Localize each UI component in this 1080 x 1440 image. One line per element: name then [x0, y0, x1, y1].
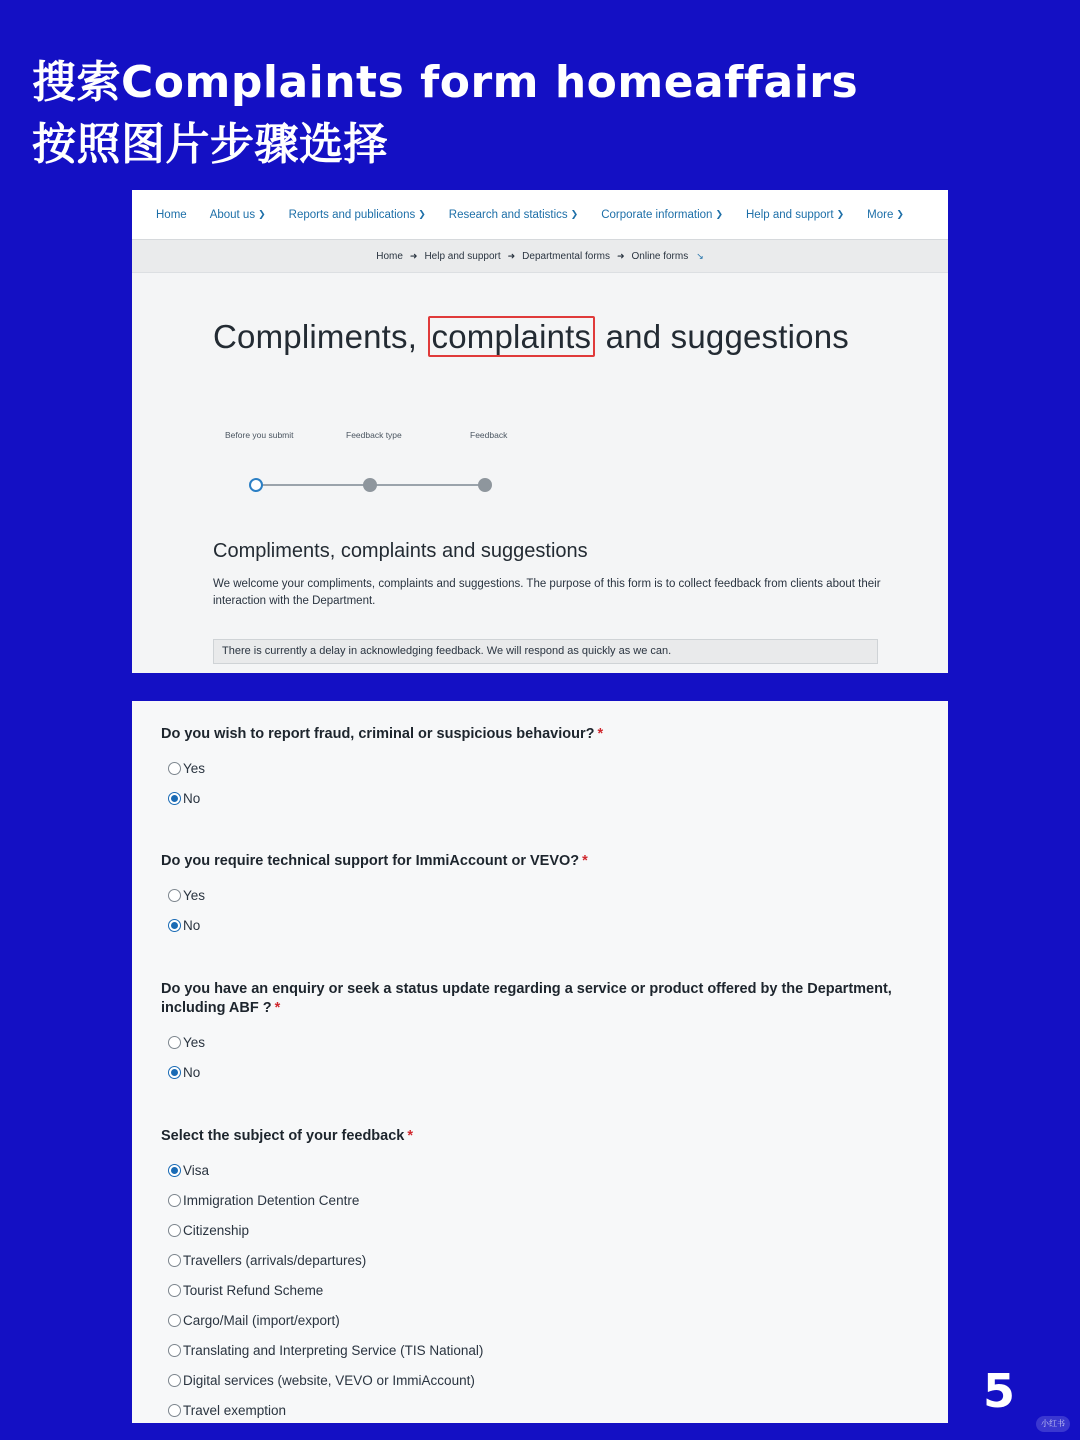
option-label: Yes [183, 1034, 206, 1050]
chevron-down-icon: ❯ [715, 209, 723, 219]
step-dot-current [249, 478, 263, 492]
section-title: Compliments, complaints and suggestions [213, 540, 588, 562]
page-number: 5 [983, 1364, 1016, 1418]
arrow-down-right-icon: ↘ [696, 250, 704, 261]
radio-button[interactable] [168, 1404, 181, 1417]
radio-button[interactable] [168, 1036, 181, 1049]
option-label: No [183, 1064, 201, 1080]
screenshot-panel-intro [132, 190, 948, 673]
question-label [161, 852, 921, 871]
nav-item-label: Help and support [746, 208, 834, 221]
radio-option-cargo-mail[interactable] [168, 1305, 921, 1335]
required-marker: * [407, 1128, 414, 1144]
headline [32, 52, 858, 176]
radio-button[interactable] [168, 1314, 181, 1327]
step-label-feedback-type: Feedback type [346, 430, 402, 440]
nav-item-label: More [867, 208, 894, 221]
radio-button[interactable] [168, 1254, 181, 1267]
option-label: Visa [183, 1162, 210, 1178]
radio-option-citizenship[interactable] [168, 1215, 921, 1245]
page-title [213, 318, 849, 356]
screenshot-panel-form [132, 701, 948, 1423]
step-dot-pending [363, 478, 377, 492]
radio-button[interactable] [168, 1344, 181, 1357]
radio-option-no[interactable] [168, 783, 921, 813]
question-text: Do you require technical support for ImmiAccount or VEVO? [161, 853, 580, 869]
headline-line-2: 按照图片步骤选择 [32, 119, 388, 170]
radio-option-no[interactable] [168, 910, 921, 940]
radio-button[interactable] [168, 1224, 181, 1237]
option-label: Tourist Refund Scheme [183, 1282, 324, 1298]
arrow-right-icon: ➜ [507, 250, 516, 261]
radio-option-travel-exemption[interactable] [168, 1395, 921, 1423]
chevron-down-icon: ❯ [258, 209, 266, 219]
radio-button[interactable] [168, 1194, 181, 1207]
nav-item-label: Home [156, 208, 187, 221]
option-label: Citizenship [183, 1222, 250, 1238]
nav-item-label: Reports and publications [288, 208, 416, 221]
chevron-down-icon: ❯ [418, 209, 426, 219]
nav-item-reports[interactable] [289, 209, 426, 221]
option-label: Immigration Detention Centre [183, 1192, 360, 1208]
nav-item-more[interactable] [867, 209, 904, 221]
question-enquiry [161, 980, 921, 1087]
step-dot-pending [478, 478, 492, 492]
arrow-right-icon: ➜ [409, 250, 418, 261]
radio-option-immigration-detention[interactable] [168, 1185, 921, 1215]
nav-item-home[interactable] [156, 209, 187, 221]
radio-button[interactable] [168, 1284, 181, 1297]
arrow-right-icon: ➜ [616, 250, 625, 261]
step-label-before-you-submit: Before you submit [225, 430, 294, 440]
radio-option-yes[interactable] [168, 1027, 921, 1057]
watermark: 小红书 [1036, 1416, 1070, 1432]
chevron-down-icon: ❯ [570, 209, 579, 219]
radio-option-tourist-refund[interactable] [168, 1275, 921, 1305]
headline-line-1: 搜索Complaints form homeaffairs [32, 57, 859, 108]
question-feedback-subject [161, 1127, 921, 1423]
option-label: Yes [183, 887, 206, 903]
radio-option-tis-national[interactable] [168, 1335, 921, 1365]
question-label [161, 980, 921, 1018]
radio-button-selected[interactable] [168, 1066, 181, 1079]
nav-item-corporate[interactable] [601, 209, 723, 221]
required-marker: * [582, 853, 588, 869]
chevron-down-icon: ❯ [896, 209, 904, 219]
notice-box: There is currently a delay in acknowledging feedback. We will respond as quickly as we can. [213, 639, 878, 664]
breadcrumb-online-forms[interactable]: Online forms [631, 250, 689, 262]
radio-button[interactable] [168, 889, 181, 902]
progress-steps [212, 430, 532, 500]
nav-item-about-us[interactable] [210, 209, 266, 221]
step-label-feedback: Feedback [470, 430, 508, 440]
radio-option-no[interactable] [168, 1057, 921, 1087]
option-label: No [183, 917, 201, 933]
question-technical-support [161, 852, 921, 940]
option-label: No [183, 790, 201, 806]
nav-item-help[interactable] [746, 209, 844, 221]
highlighted-keyword: complaints [428, 316, 596, 357]
option-label: Travel exemption [183, 1402, 287, 1418]
intro-text: We welcome your compliments, complaints and suggestions. The purpose of this form is to collect feedback from clients about their interaction with the Department. [213, 578, 881, 607]
option-label: Cargo/Mail (import/export) [183, 1312, 340, 1328]
radio-option-yes[interactable] [168, 880, 921, 910]
question-text: Select the subject of your feedback [161, 1128, 405, 1144]
question-label [161, 1127, 921, 1146]
page-title-start: Compliments, [213, 318, 418, 355]
radio-button-selected[interactable] [168, 792, 181, 805]
nav-item-label: Corporate information [601, 208, 713, 221]
breadcrumb-help-and-support[interactable]: Help and support [424, 250, 501, 262]
nav-item-research[interactable] [449, 209, 578, 221]
option-label: Translating and Interpreting Service (TIS National) [183, 1342, 484, 1358]
radio-button[interactable] [168, 762, 181, 775]
question-label [161, 725, 921, 744]
option-label: Digital services (website, VEVO or ImmiAccount) [183, 1372, 475, 1388]
radio-button-selected[interactable] [168, 919, 181, 932]
question-text: Do you have an enquiry or seek a status update regarding a service or product offered by the Department, including ABF ? [161, 981, 892, 1016]
question-fraud [161, 725, 921, 813]
option-label: Travellers (arrivals/departures) [183, 1252, 367, 1268]
radio-button-selected[interactable] [168, 1164, 181, 1177]
required-marker: * [274, 1000, 281, 1016]
breadcrumb-departmental-forms[interactable]: Departmental forms [522, 250, 610, 262]
radio-option-yes[interactable] [168, 753, 921, 783]
option-label: Yes [183, 760, 206, 776]
question-text: Do you wish to report fraud, criminal or suspicious behaviour? [161, 726, 595, 742]
required-marker: * [597, 726, 604, 742]
radio-option-travellers[interactable] [168, 1245, 921, 1275]
radio-button[interactable] [168, 1374, 181, 1387]
top-navigation [132, 190, 948, 240]
chevron-down-icon: ❯ [836, 209, 845, 219]
nav-item-label: Research and statistics [448, 208, 568, 221]
radio-option-visa[interactable] [168, 1155, 921, 1185]
radio-option-digital-services[interactable] [168, 1365, 921, 1395]
page-title-end: and suggestions [605, 318, 849, 355]
nav-item-label: About us [209, 208, 256, 221]
breadcrumb-home[interactable]: Home [376, 250, 403, 262]
breadcrumb [132, 240, 948, 273]
